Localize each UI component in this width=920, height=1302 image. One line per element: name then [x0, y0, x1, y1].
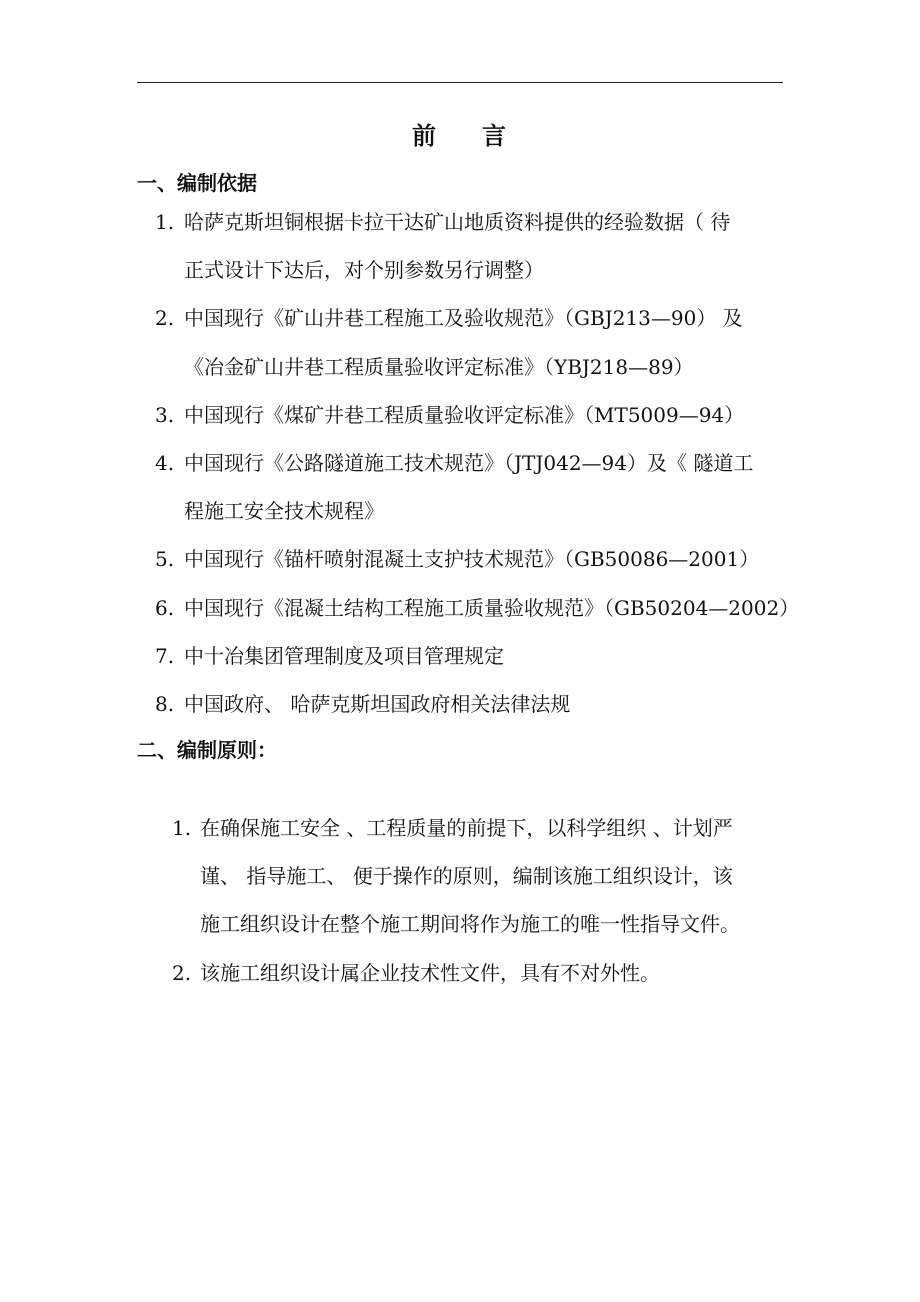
item-line: 中国现行《锚杆喷射混凝土支护技术规范》（GB50086—2001）	[184, 547, 760, 572]
item-line: 中国政府、 哈萨克斯坦国政府相关法律法规	[184, 692, 571, 716]
page-title	[0, 121, 920, 150]
item-line: 正式设计下达后，对个别参数另行调整）	[184, 258, 544, 283]
item-number: 2.	[172, 960, 192, 985]
item-number: 8.	[155, 692, 175, 716]
header-rule	[137, 82, 783, 83]
item-number: 5.	[155, 547, 175, 572]
item-line: 谨、 指导施工、 便于操作的原则，编制该施工组织设计，该	[200, 864, 733, 889]
item-number: 2.	[155, 306, 175, 331]
item-line: 施工组织设计在整个施工期间将作为施工的唯一性指导文件。	[200, 912, 740, 937]
item-number: 3.	[155, 402, 175, 427]
item-line: 中十冶集团管理制度及项目管理规定	[184, 643, 504, 668]
item-number: 1.	[172, 816, 192, 840]
item-line: 中国现行《矿山井巷工程施工及验收规范》（GBJ213—90） 及	[184, 306, 743, 331]
item-line: 哈萨克斯坦铜根据卡拉干达矿山地质资料提供的经验数据（ 待	[184, 210, 731, 234]
section1-heading: 一、编制依据	[137, 171, 257, 195]
item-line: 《冶金矿山井巷工程质量验收评定标准》（YBJ218—89）	[184, 354, 694, 379]
item-line: 中国现行《混凝土结构工程施工质量验收规范》（GB50204—2002）	[184, 595, 800, 620]
item-line: 中国现行《公路隧道施工技术规范》（JTJ042—94）及《 隧道工	[184, 451, 754, 475]
item-number: 1.	[155, 210, 175, 234]
item-line: 该施工组织设计属企业技术性文件，具有不对外性。	[200, 960, 660, 985]
item-line: 在确保施工安全 、工程质量的前提下，以科学组织 、计划严	[200, 816, 733, 840]
item-number: 4.	[155, 451, 175, 475]
title-char: 前	[412, 121, 438, 150]
item-number: 7.	[155, 643, 175, 668]
item-line: 中国现行《煤矿井巷工程质量验收评定标准》（MT5009—94）	[184, 402, 745, 427]
title-char: 言	[482, 121, 508, 150]
section2-heading: 二、编制原则：	[137, 738, 277, 762]
item-line: 程施工安全技术规程》	[184, 499, 384, 524]
item-number: 6.	[155, 595, 175, 620]
